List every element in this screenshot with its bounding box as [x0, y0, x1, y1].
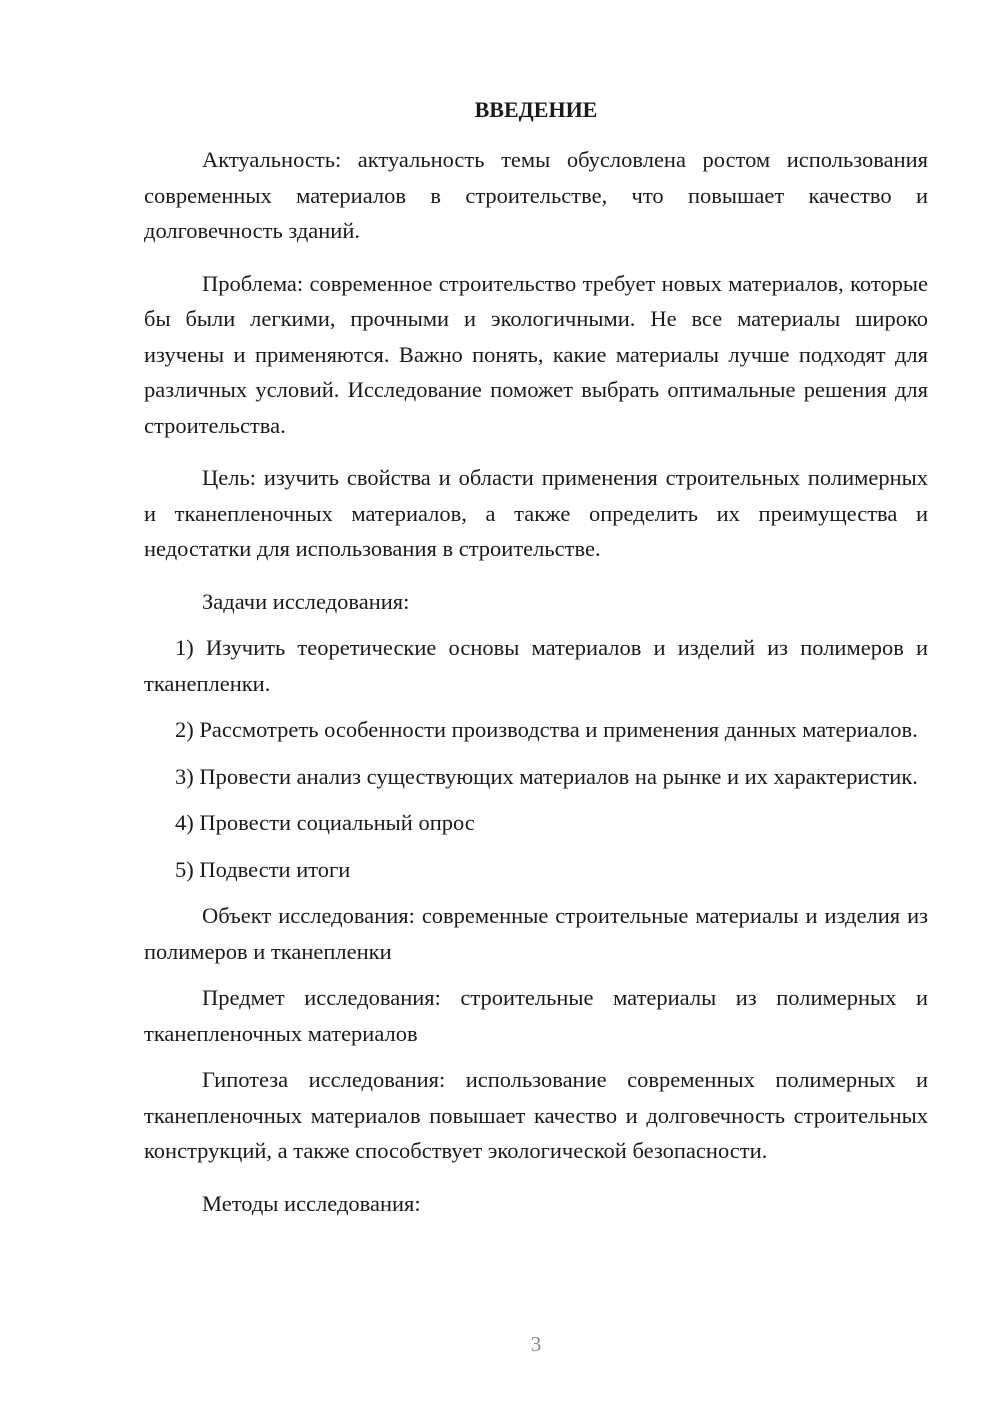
task-item: 4) Провести социальный опрос	[175, 810, 475, 835]
task-item: 1) Изучить теоретические основы материалов и изделий из полимеров и тканепленки.	[144, 635, 928, 696]
task-item: 2) Рассмотреть особенности производства и применения данных материалов.	[175, 717, 918, 742]
section-title: ВВЕДЕНИЕ	[474, 97, 598, 122]
paragraph-methods: Методы исследования:	[202, 1190, 421, 1216]
task-item: 3) Провести анализ существующих материалов на рынке и их характеристик.	[175, 763, 918, 789]
paragraph-problem: Проблема: современное строительство требует новых материалов, которые бы были легкими, прочными и экологичными. Не все материалы широко изучены и применяются. Важно понять, какие материалы лучше подходят для различных условий. Исследование поможет выбрать оптимальные решения для строительства.	[144, 270, 928, 438]
paragraph-subject: Предмет исследования: строительные материалы из полимерных и тканепленочных материалов	[144, 985, 928, 1046]
paragraph-goal: Цель: изучить свойства и области применения строительных полимерных и тканепленочных материалов, а также определить их преимущества и недостатки для использования в строительстве.	[144, 465, 928, 561]
page-content	[144, 92, 928, 1221]
paragraph-hypothesis: Гипотеза исследования: использование современных полимерных и тканепленочных материалов повышает качество и долговечность строительных конструкций, а также способствует экологической безопасности.	[144, 1067, 928, 1163]
paragraph-relevance: Актуальность: актуальность темы обусловлена ростом использования современных материалов в строительстве, что повышает качество и долговечность зданий.	[144, 147, 928, 243]
paragraph-tasks-heading: Задачи исследования:	[202, 588, 410, 614]
page-number: 3	[530, 1332, 542, 1356]
task-item: 5) Подвести итоги	[175, 856, 351, 882]
paragraph-object: Объект исследования: современные строительные материалы и изделия из полимеров и тканепленки	[144, 903, 928, 964]
